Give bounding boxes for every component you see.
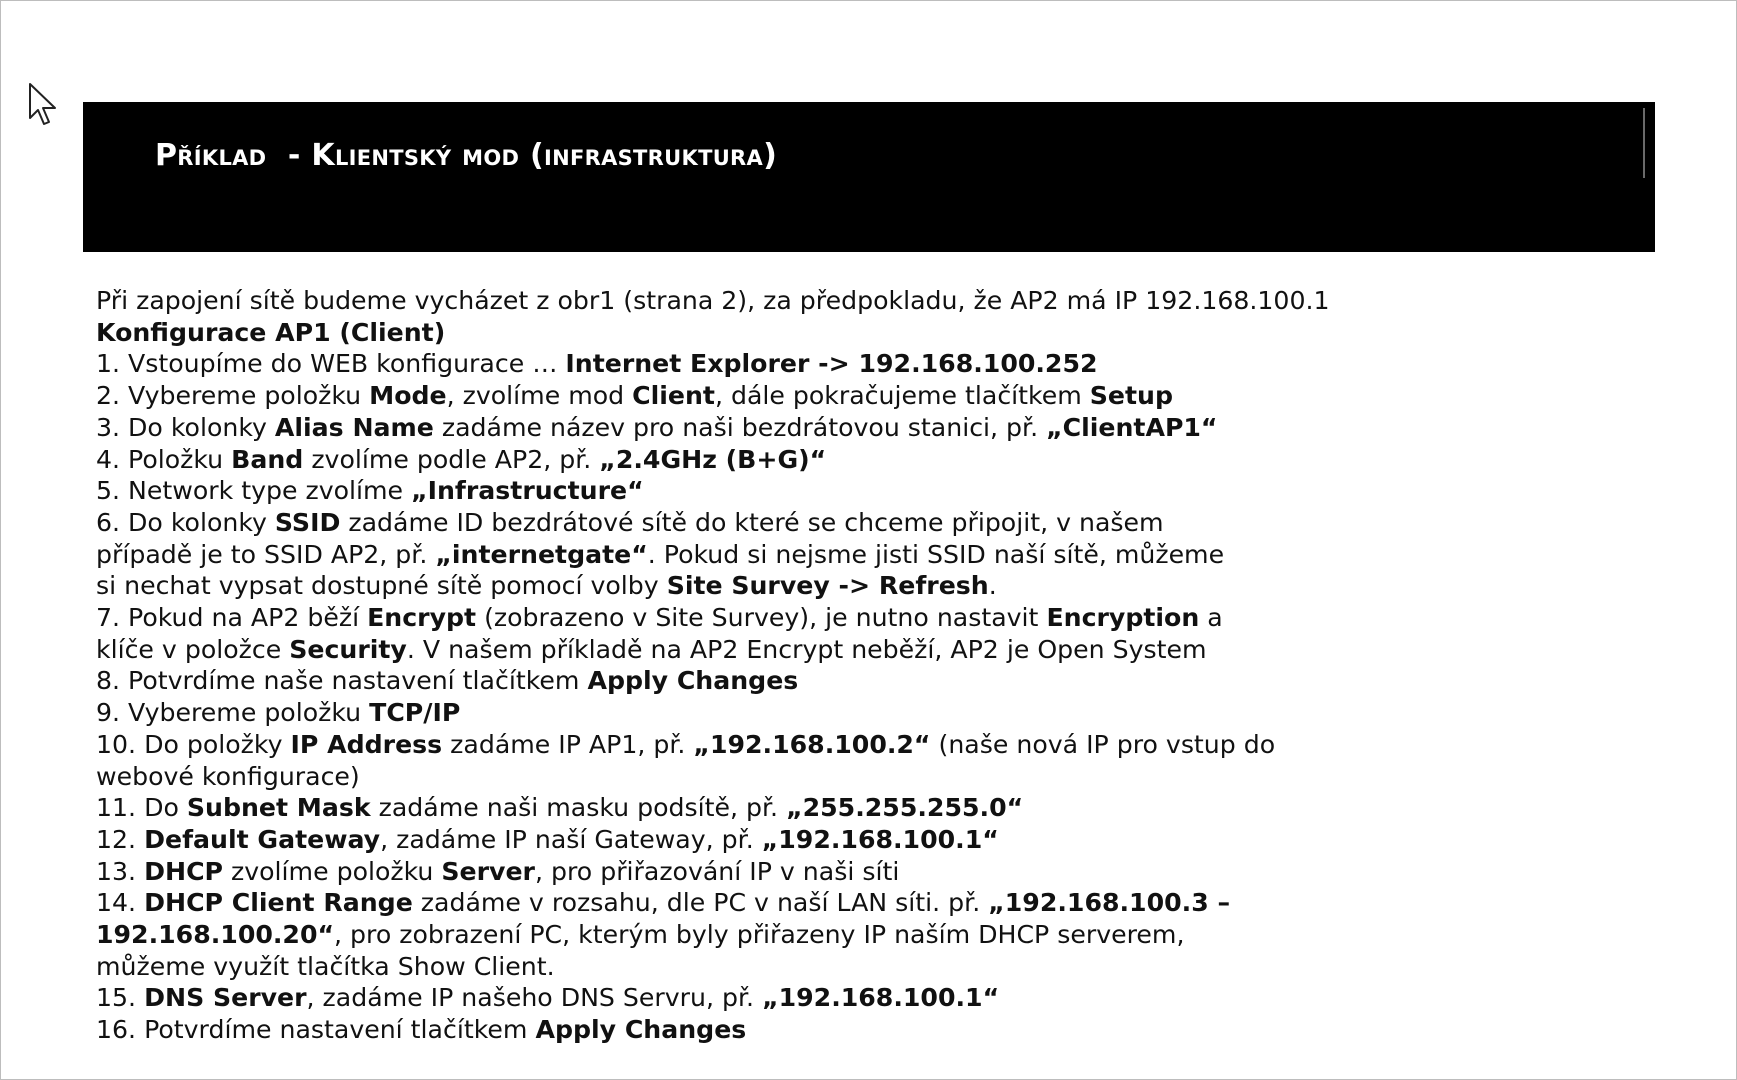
bold-text-run: DHCP Client Range xyxy=(144,888,413,918)
text-run: , pro přiřazování IP v naši síti xyxy=(534,856,900,886)
text-run: . xyxy=(988,571,997,601)
text-run: si nechat vypsat dostupné sítě pomocí volby xyxy=(96,571,667,601)
text-run: webové konfigurace) xyxy=(96,761,360,791)
text-line xyxy=(96,824,1496,856)
bold-text-run: Apply Changes xyxy=(535,1015,747,1045)
text-line xyxy=(96,475,1496,507)
text-line xyxy=(96,1014,1496,1046)
page-title: Příklad - Klientský mod (infrastruktura) xyxy=(155,138,778,173)
bold-text-run: Server xyxy=(441,856,535,886)
text-line xyxy=(96,697,1496,729)
text-line xyxy=(96,412,1496,444)
bold-text-run: „192.168.100.3 – xyxy=(988,888,1231,918)
text-line xyxy=(96,634,1496,666)
text-run: 15. xyxy=(96,983,145,1013)
text-run: 16. Potvrdíme nastavení tlačítkem xyxy=(96,1015,536,1045)
bold-text-run: Konfigurace AP1 (Client) xyxy=(96,317,446,347)
text-run: . Pokud si nejsme jisti SSID naší sítě, můžeme xyxy=(647,539,1225,569)
text-line xyxy=(96,602,1496,634)
bold-text-run: Security xyxy=(289,634,407,664)
text-run: , dále pokračujeme tlačítkem xyxy=(714,381,1090,411)
bold-text-run: 192.168.100.20“ xyxy=(96,920,335,950)
text-line xyxy=(96,792,1496,824)
bold-text-run: „192.168.100.1“ xyxy=(762,983,1000,1013)
text-line xyxy=(96,317,1496,349)
bold-text-run: Client xyxy=(632,381,715,411)
text-run: 4. Položku xyxy=(96,444,232,474)
bold-text-run: DHCP xyxy=(144,856,224,886)
text-run: 1. Vstoupíme do WEB konfigurace … xyxy=(96,349,566,379)
text-run: 12. xyxy=(96,824,145,854)
mouse-pointer-icon xyxy=(28,82,60,128)
text-line xyxy=(96,285,1496,317)
bold-text-run: „192.168.100.1“ xyxy=(761,824,999,854)
text-run: 14. xyxy=(96,888,145,918)
text-run: 5. Network type zvolíme xyxy=(96,476,412,506)
bold-text-run: „192.168.100.2“ xyxy=(693,729,931,759)
text-run: 10. Do položky xyxy=(96,729,291,759)
text-line xyxy=(96,348,1496,380)
bold-text-run: Site Survey -> Refresh xyxy=(666,571,989,601)
text-run: 7. Pokud na AP2 běží xyxy=(96,603,368,633)
bold-text-run: Apply Changes xyxy=(587,666,799,696)
text-run: (zobrazeno v Site Survey), je nutno nastavit xyxy=(476,603,1047,633)
text-line xyxy=(96,539,1496,571)
text-run: zadáme název pro naši bezdrátovou stanici, př. xyxy=(433,412,1047,442)
text-run: , pro zobrazení PC, kterým byly přiřazeny IP naším DHCP serverem, xyxy=(334,920,1185,950)
text-line xyxy=(96,761,1496,793)
bold-text-run: Default Gateway xyxy=(144,824,381,854)
text-run: zadáme naši masku podsítě, př. xyxy=(370,793,787,823)
text-run: klíče v položce xyxy=(96,634,290,664)
bold-text-run: Setup xyxy=(1089,381,1174,411)
bold-text-run: „ClientAP1“ xyxy=(1046,412,1218,442)
text-run: 13. xyxy=(96,856,145,886)
text-line xyxy=(96,951,1496,983)
text-run: 9. Vybereme položku xyxy=(96,698,370,728)
text-line xyxy=(96,856,1496,888)
bold-text-run: Mode xyxy=(369,381,447,411)
bold-text-run: IP Address xyxy=(290,729,443,759)
bold-text-run: Subnet Mask xyxy=(186,793,371,823)
text-run: případě je to SSID AP2, př. xyxy=(96,539,436,569)
bold-text-run: TCP/IP xyxy=(369,698,461,728)
text-line xyxy=(96,887,1496,919)
bold-text-run: „2.4GHz (B+G)“ xyxy=(599,444,827,474)
text-run: , zadáme IP našeho DNS Servru, př. xyxy=(306,983,763,1013)
bold-text-run: „internetgate“ xyxy=(435,539,648,569)
text-line xyxy=(96,444,1496,476)
text-line xyxy=(96,380,1496,412)
text-line xyxy=(96,507,1496,539)
instructions-text xyxy=(96,285,1496,1046)
bold-text-run: Band xyxy=(231,444,304,474)
text-run: zvolíme položku xyxy=(223,856,442,886)
text-run: . V našem příkladě na AP2 Encrypt neběží, AP2 je Open System xyxy=(406,634,1207,664)
text-run: 8. Potvrdíme naše nastavení tlačítkem xyxy=(96,666,588,696)
text-line xyxy=(96,982,1496,1014)
text-line xyxy=(96,665,1496,697)
bold-text-run: „Infrastructure“ xyxy=(411,476,644,506)
text-run: 3. Do kolonky xyxy=(96,412,275,442)
text-run: 6. Do kolonky xyxy=(96,507,275,537)
text-run: 2. Vybereme položku xyxy=(96,381,370,411)
text-line xyxy=(96,570,1496,602)
bold-text-run: Alias Name xyxy=(274,412,434,442)
bold-text-run: „255.255.255.0“ xyxy=(786,793,1024,823)
text-run: zvolíme podle AP2, př. xyxy=(303,444,600,474)
bold-text-run: Encryption xyxy=(1046,603,1200,633)
text-run: můžeme využít tlačítka Show Client. xyxy=(96,951,555,981)
bold-text-run: DNS Server xyxy=(144,983,307,1013)
text-line xyxy=(96,919,1496,951)
text-run: a xyxy=(1199,603,1223,633)
bold-text-run: Internet Explorer -> 192.168.100.252 xyxy=(565,349,1098,379)
banner-edge-line xyxy=(1643,108,1645,178)
text-run: zadáme ID bezdrátové sítě do které se chceme připojit, v našem xyxy=(340,507,1164,537)
text-line xyxy=(96,729,1496,761)
text-run: zadáme IP AP1, př. xyxy=(442,729,694,759)
bold-text-run: SSID xyxy=(274,507,341,537)
text-run: (naše nová IP pro vstup do xyxy=(930,729,1276,759)
text-run: Při zapojení sítě budeme vycházet z obr1 (strana 2), za předpokladu, že AP2 má IP 192.168.100.1 xyxy=(96,286,1330,315)
bold-text-run: Encrypt xyxy=(367,603,477,633)
text-run: , zadáme IP naší Gateway, př. xyxy=(380,824,762,854)
text-run: 11. Do xyxy=(96,793,187,823)
text-run: , zvolíme mod xyxy=(446,381,633,411)
text-run: zadáme v rozsahu, dle PC v naší LAN síti. př. xyxy=(412,888,989,918)
title-banner xyxy=(83,102,1655,252)
